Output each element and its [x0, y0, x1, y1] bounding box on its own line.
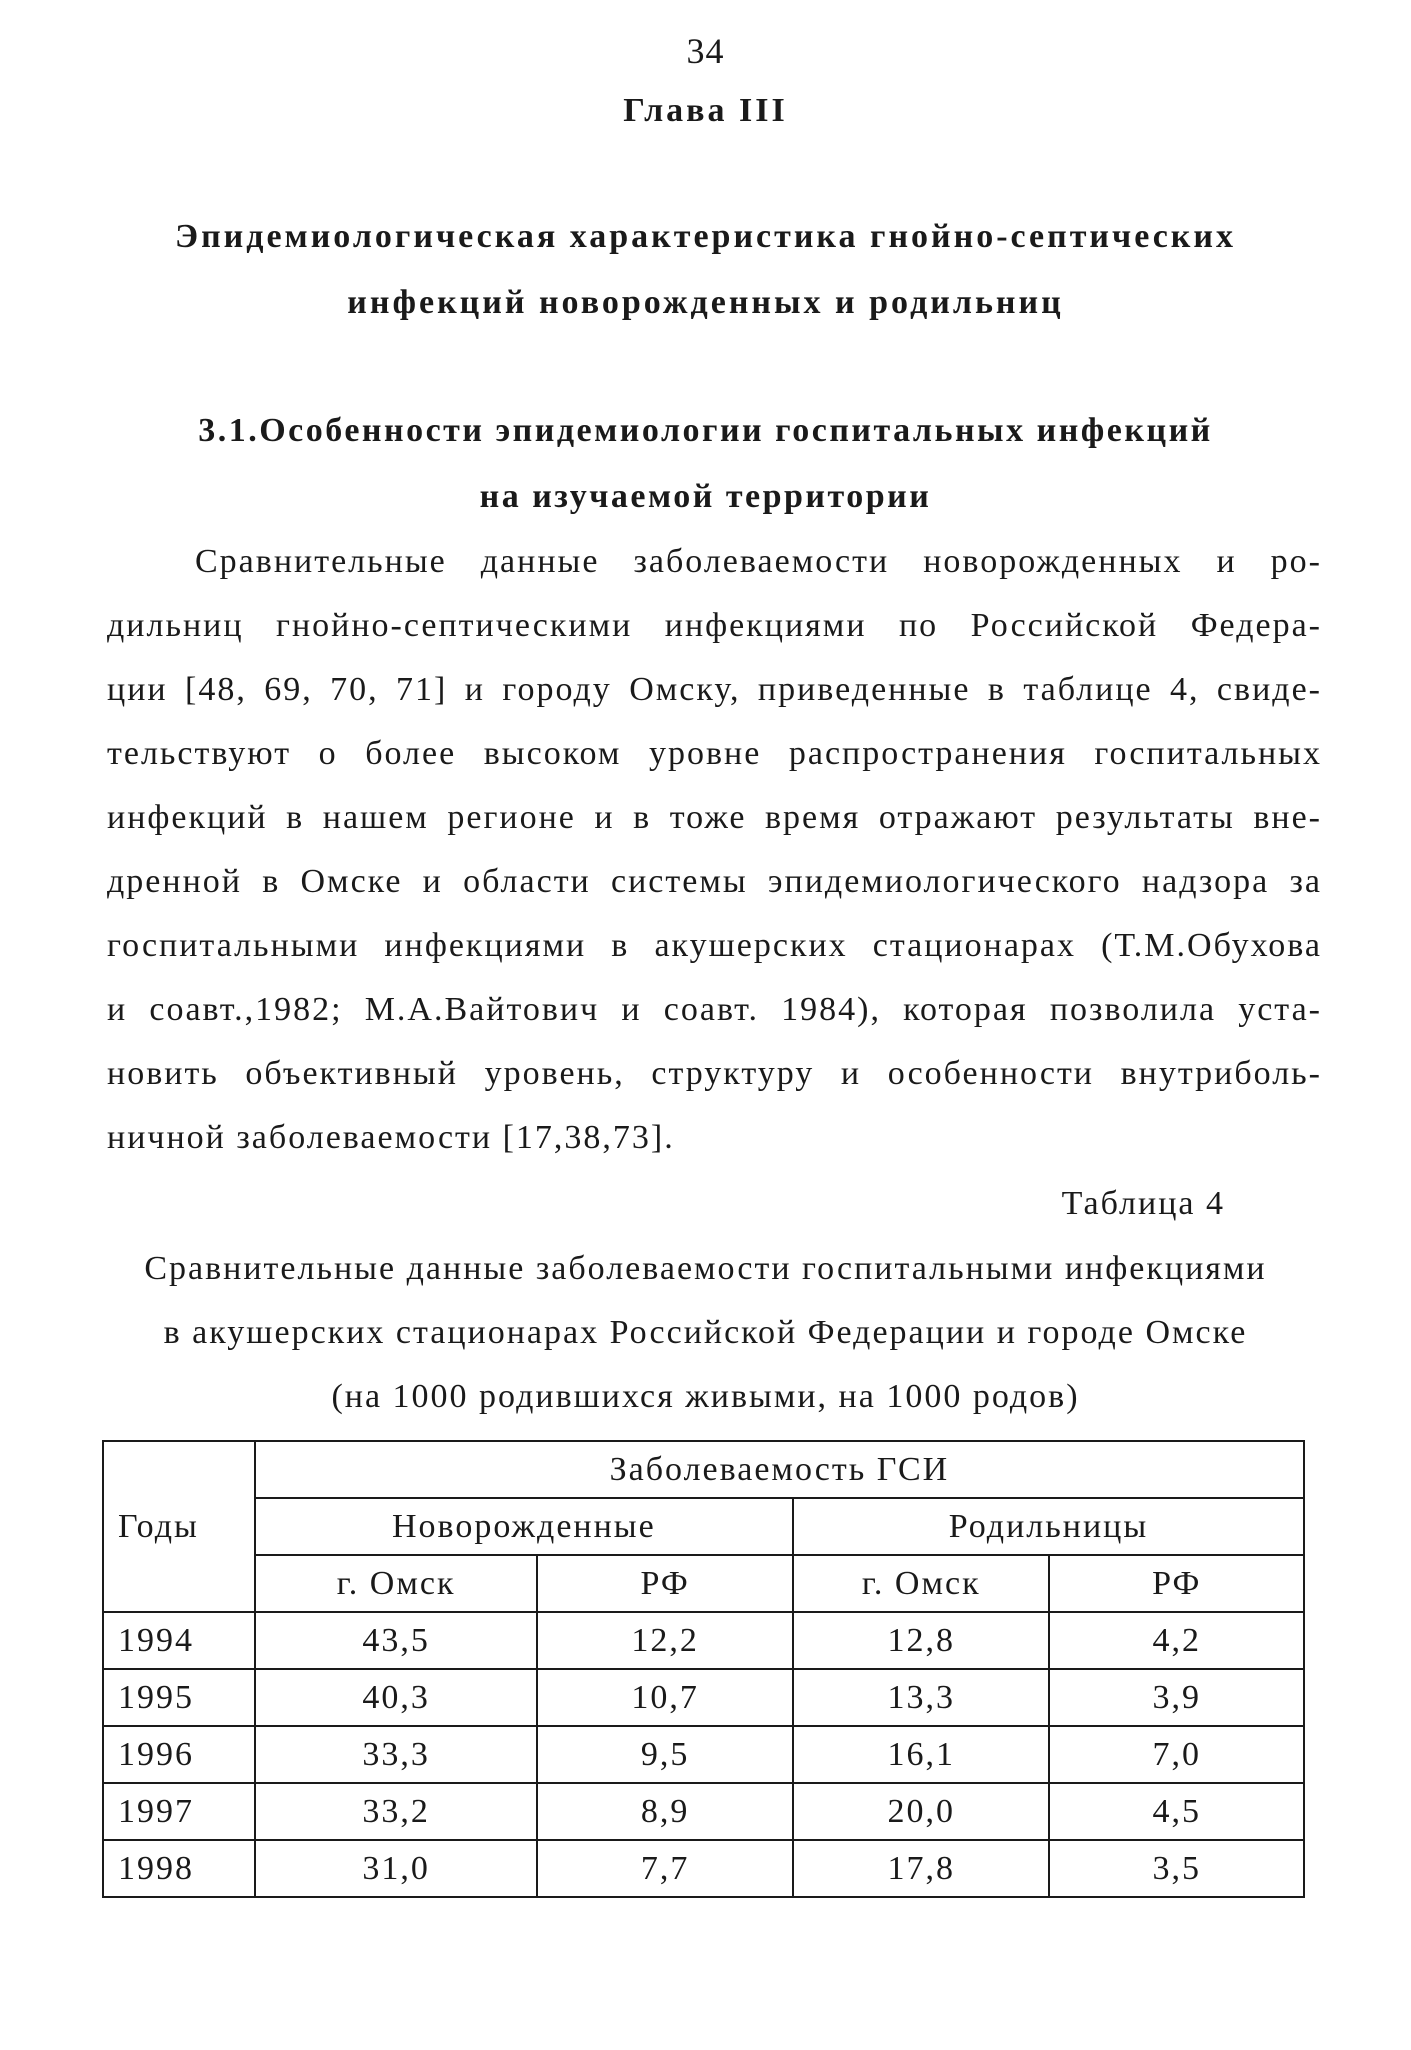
omsk-header: г. Омск — [255, 1555, 538, 1612]
table-caption-line-2: в акушерских стационарах Российской Федерации и городе Омске — [163, 1314, 1248, 1351]
year-cell: 1994 — [103, 1612, 255, 1669]
table-caption-line-1: Сравнительные данные заболеваемости госпитальными инфекциями — [144, 1250, 1267, 1287]
paragraph-line: Сравнительные данные заболеваемости новорожденных и ро- — [195, 543, 1322, 580]
rf-header: РФ — [537, 1555, 793, 1612]
value-cell: 7,7 — [537, 1840, 793, 1897]
value-cell: 13,3 — [793, 1669, 1050, 1726]
table-row — [103, 1840, 1304, 1897]
mothers-header: Родильницы — [793, 1498, 1304, 1555]
chapter-title-line-1: Эпидемиологическая характеристика гнойно-септических — [175, 218, 1236, 255]
value-cell: 16,1 — [793, 1726, 1050, 1783]
table-row — [103, 1612, 1304, 1669]
incidence-table — [102, 1440, 1305, 1898]
value-cell: 4,5 — [1049, 1783, 1304, 1840]
value-cell: 31,0 — [255, 1840, 538, 1897]
paragraph-line: инфекций в нашем регионе и в тоже время отражают результаты вне- — [107, 799, 1322, 836]
section-heading-line-2: на изучаемой территории — [479, 478, 932, 515]
table-header-row — [103, 1555, 1304, 1612]
table-header-row — [103, 1498, 1304, 1555]
value-cell: 9,5 — [537, 1726, 793, 1783]
year-cell: 1995 — [103, 1669, 255, 1726]
value-cell: 33,3 — [255, 1726, 538, 1783]
omsk-header: г. Омск — [793, 1555, 1050, 1612]
value-cell: 3,9 — [1049, 1669, 1304, 1726]
value-cell: 20,0 — [793, 1783, 1050, 1840]
chapter-heading: Глава III — [623, 92, 788, 129]
value-cell: 43,5 — [255, 1612, 538, 1669]
paragraph-line: тельствуют о более высоком уровне распространения госпитальных — [107, 735, 1322, 772]
table-row — [103, 1726, 1304, 1783]
table-label: Таблица 4 — [1061, 1185, 1225, 1222]
group-header: Заболеваемость ГСИ — [255, 1441, 1304, 1498]
body-paragraph — [107, 530, 1322, 1170]
value-cell: 4,2 — [1049, 1612, 1304, 1669]
chapter-title-line-2: инфекций новорожденных и родильниц — [347, 284, 1064, 321]
table-header-row — [103, 1441, 1304, 1498]
year-cell: 1998 — [103, 1840, 255, 1897]
rf-header: РФ — [1049, 1555, 1304, 1612]
value-cell: 8,9 — [537, 1783, 793, 1840]
value-cell: 12,2 — [537, 1612, 793, 1669]
paragraph-line: новить объективный уровень, структуру и особенности внутриболь- — [107, 1055, 1322, 1092]
value-cell: 40,3 — [255, 1669, 538, 1726]
table-row — [103, 1669, 1304, 1726]
table-caption-line-3: (на 1000 родившихся живыми, на 1000 родов) — [331, 1378, 1080, 1415]
value-cell: 17,8 — [793, 1840, 1050, 1897]
value-cell: 12,8 — [793, 1612, 1050, 1669]
table-row — [103, 1783, 1304, 1840]
paragraph-line: и соавт.,1982; М.А.Вайтович и соавт. 1984), которая позволила уста- — [107, 991, 1322, 1028]
value-cell: 7,0 — [1049, 1726, 1304, 1783]
paragraph-line: дренной в Омске и области системы эпидемиологического надзора за — [107, 863, 1322, 900]
value-cell: 33,2 — [255, 1783, 538, 1840]
year-cell: 1997 — [103, 1783, 255, 1840]
section-heading-line-1: 3.1.Особенности эпидемиологии госпитальных инфекций — [198, 412, 1213, 449]
value-cell: 3,5 — [1049, 1840, 1304, 1897]
paragraph-line: дильниц гнойно-септическими инфекциями по Российской Федера- — [107, 607, 1322, 644]
years-header: Годы — [103, 1441, 255, 1612]
year-cell: 1996 — [103, 1726, 255, 1783]
paragraph-line: ции [48, 69, 70, 71] и городу Омску, приведенные в таблице 4, свиде- — [107, 671, 1322, 708]
paragraph-line: госпитальными инфекциями в акушерских стационарах (Т.М.Обухова — [107, 927, 1322, 964]
newborns-header: Новорожденные — [255, 1498, 793, 1555]
value-cell: 10,7 — [537, 1669, 793, 1726]
page-number: 34 — [686, 31, 725, 71]
paragraph-line: ничной заболеваемости [17,38,73]. — [107, 1119, 675, 1156]
